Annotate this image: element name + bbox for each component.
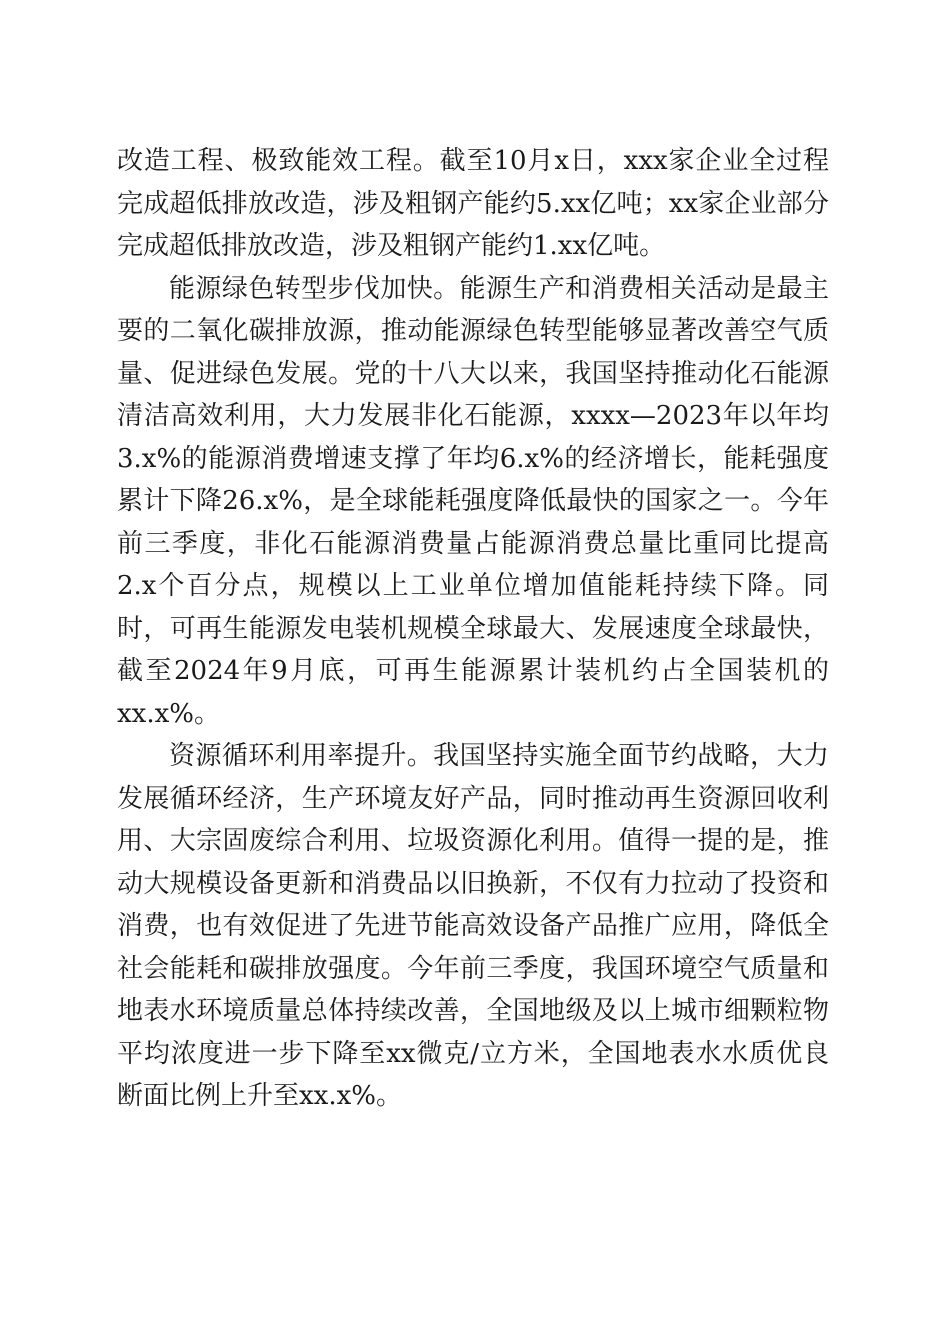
paragraph-resource-recycling: 资源循环利用率提升。我国坚持实施全面节约战略，大力发展循环经济，生产环境友好产品，同时推动再生资源回收利用、大宗固废综合利用、垃圾资源化利用。值得一提的是，推动大规模设备更新和消费品以旧换新，不仅有力拉动了投资和消费，也有效促进了先进节能高效设备产品推广应用，降低全社会能耗和碳排放强度。今年前三季度，我国环境空气质量和地表水环境质量总体持续改善，全国地级及以上城市细颗粒物平均浓度进一步下降至xx微克/立方米，全国地表水水质优良断面比例上升至xx.x%。 bbox=[117, 741, 829, 1111]
paragraph-continued-upgrade-projects: 改造工程、极致能效工程。截至10月x日，xxx家企业全过程完成超低排放改造，涉及粗钢产能约5.xx亿吨；xx家企业部分完成超低排放改造，涉及粗钢产能约1.xx亿吨。 bbox=[117, 146, 829, 261]
document-body bbox=[117, 140, 829, 1118]
paragraph-energy-green-transition: 能源绿色转型步伐加快。能源生产和消费相关活动是最主要的二氧化碳排放源，推动能源绿色转型能够显著改善空气质量、促进绿色发展。党的十八大以来，我国坚持推动化石能源清洁高效利用，大力发展非化石能源，xxxx—2023年以年均3.x%的能源消费增速支撑了年均6.x%的经济增长，能耗强度累计下降26.x%，是全球能耗强度降低最快的国家之一。今年前三季度，非化石能源消费量占能源消费总量比重同比提高2.x个百分点，规模以上工业单位增加值能耗持续下降。同时，可再生能源发电装机规模全球最大、发展速度全球最快，截至2024年9月底，可再生能源累计装机约占全国装机的xx.x%。 bbox=[117, 273, 829, 729]
